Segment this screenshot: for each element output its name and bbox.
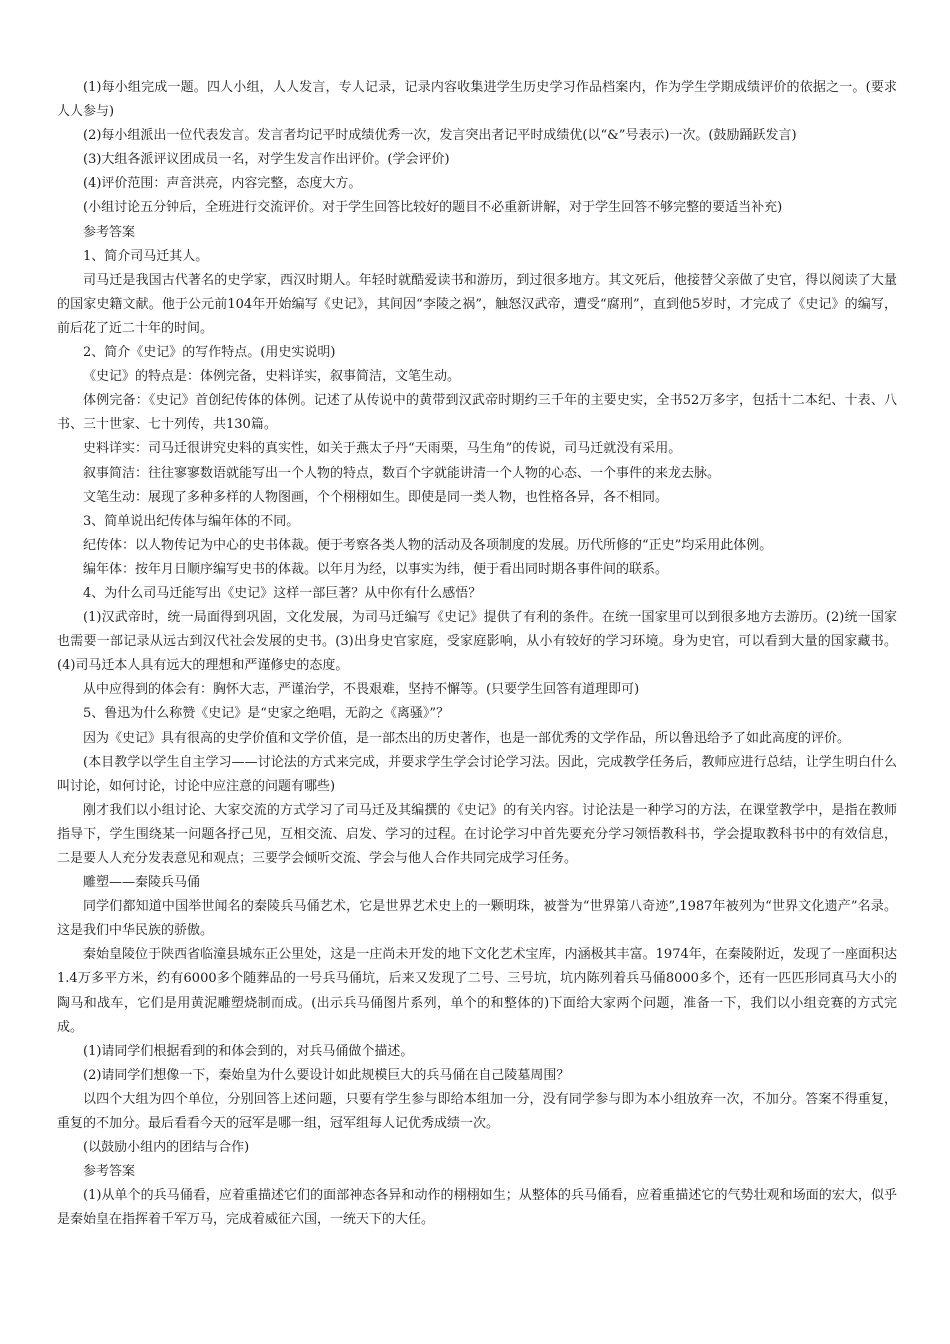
paragraph: 刚才我们以小组讨论、大家交流的方式学习了司马迁及其编撰的《史记》的有关内容。讨论法是一种学习的方法，在课堂教学中，是指在教师指导下，学生围绕某一问题各抒己见，互相交流、启发、学习的过程。在讨论学习中首先要充分学习领悟教科书，学会提取教科书中的有效信息，二是要人人充分发表意见和观点；三要学会倾听交流、学会与他人合作共同完成学习任务。 <box>57 802 897 866</box>
paragraph: 秦始皇陵位于陕西省临潼县城东正公里处，这是一庄尚未开发的地下文化艺术宝库，内涵极其丰富。1974年，在秦陵附近，发现了一座面积达1.4万多平方米，约有6000多个随葬品的一号兵马俑坑，后来又发现了二号、三号坑，坑内陈列着兵马俑8000多个，还有一匹匹形同真马大小的陶马和战车，它们是用黄泥雕塑烧制而成。(出示兵马俑图片系列，单个的和整体的)下面给大家两个问题，准备一下，我们以小组竞赛的方式完成。 <box>57 947 897 1035</box>
paragraph: (1)汉武帝时，统一局面得到巩固，文化发展，为司马迁编写《史记》提供了有利的条件。在统一国家里可以到很多地方去游历。(2)统一国家也需要一部记录从远古到汉代社会发展的史书。(3)出身史官家庭，受家庭影响，从小有较好的学习环境。身为史官，可以看到大量的国家藏书。(4)司马迁本人具有远大的理想和严谨修史的态度。 <box>57 610 897 674</box>
paragraph: (小组讨论五分钟后，全班进行交流评价。对于学生回答比较好的题目不必重新讲解，对于学生回答不够完整的要适当补充) <box>83 200 783 216</box>
paragraph: 以四个大组为四个单位，分别回答上述问题，只要有学生参与即给本组加一分，没有同学参与即为本小组放弃一次，不加分。答案不得重复，重复的不加分。最后看看今天的冠军是哪一组，冠军组每人记优秀成绩一次。 <box>57 1091 897 1132</box>
question-heading: 5、鲁迅为什么称赞《史记》是“史家之绝唱，无韵之《离骚》”？ <box>83 706 450 722</box>
question-heading: 2、简介《史记》的写作特点。(用史实说明) <box>83 345 336 361</box>
paragraph: 《史记》的特点是：体例完备，史料详实，叙事简洁，文笔生动。 <box>83 369 461 385</box>
paragraph: 编年体：按年月日顺序编写史书的体裁。以年月为经，以事实为纬，便于看出同时期各事件间的联系。 <box>83 561 669 577</box>
paragraph: (2)每小组派出一位代表发言。发言者均记平时成绩优秀一次，发言突出者记平时成绩优(以“&”号表示)一次。(鼓励踊跃发言) <box>83 128 797 144</box>
paragraph: (1)每小组完成一题。四人小组，人人发言，专人记录，记录内容收集进学生历史学习作品档案内，作为学生学期成绩评价的依据之一。(要求人人参与) <box>57 80 897 120</box>
paragraph: 因为《史记》具有很高的史学价值和文学价值，是一部杰出的历史著作，也是一部优秀的文学作品，所以鲁迅给予了如此高度的评价。 <box>83 730 851 746</box>
paragraph: 叙事简洁：往往寥寥数语就能写出一个人物的特点，数百个字就能讲清一个人物的心态、一个事件的来龙去脉。 <box>83 465 721 481</box>
paragraph: 史料详实：司马迁很讲究史料的真实性，如关于燕太子丹“天雨栗，马生角”的传说，司马迁就没有采用。 <box>83 441 682 457</box>
paragraph: (以鼓励小组内的团结与合作) <box>83 1140 250 1156</box>
paragraph: (本目教学以学生自主学习——讨论法的方式来完成，并要求学生学会讨论学习法。因此，完成教学任务后，教师应进行总结，让学生明白什么叫讨论，如何讨论，讨论中应注意的问题有哪些) <box>57 754 897 794</box>
paragraph: 体例完备：《史记》首创纪传体的体例。记述了从传说中的黄带到汉武帝时期约三千年的主要史实，全书52万多字，包括十二本纪、十表、八书、三十世家、七十列传，共130篇。 <box>57 393 897 433</box>
question-heading: 3、简单说出纪传体与编年体的不同。 <box>83 513 300 529</box>
paragraph: (3)大组各派评议团成员一名，对学生发言作出评价。(学会评价) <box>83 152 450 168</box>
paragraph: (1)从单个的兵马俑看，应着重描述它们的面部神态各异和动作的栩栩如生；从整体的兵马俑看，应着重描述它的气势壮观和场面的宏大，似乎是秦始皇在指挥着千军万马，完成着威征六国，一统天下的大任。 <box>57 1188 897 1228</box>
section-heading: 参考答案 <box>83 1164 136 1180</box>
paragraph: 文笔生动：展现了多种多样的人物图画，个个栩栩如生。即使是同一类人物，也性格各异，各不相同。 <box>83 489 669 505</box>
paragraph: 司马迁是我国古代著名的史学家，西汉时期人。年轻时就酷爱读书和游历，到过很多地方。其文死后，他接替父亲做了史官，得以阅读了大量的国家史籍文献。他于公元前104年开始编写《史记》，其间因“李陵之祸”，触怒汉武帝，遭受“腐刑”，直到他5岁时，才完成了《史记》的编写，前后花了近二十年的时间。 <box>57 272 897 336</box>
paragraph: 同学们都知道中国举世闻名的秦陵兵马俑艺术，它是世界艺术史上的一颗明珠，被誉为“世界第八奇迹”,1987年被列为“世界文化遗产”名录。这是我们中华民族的骄傲。 <box>57 899 897 939</box>
question-heading: 1、简介司马迁其人。 <box>83 248 209 264</box>
section-heading: 参考答案 <box>83 224 136 240</box>
paragraph: (1)请同学们根据看到的和体会到的，对兵马俑做个描述。 <box>83 1043 414 1059</box>
paragraph: 从中应得到的体会有：胸怀大志，严谨治学，不畏艰难，坚持不懈等。(只要学生回答有道理即可) <box>83 682 640 698</box>
paragraph: 纪传体：以人物传记为中心的史书体裁。便于考察各类人物的活动及各项制度的发展。历代所修的“正史”均采用此体例。 <box>83 537 773 553</box>
paragraph: (4)评价范围：声音洪亮，内容完整，态度大方。 <box>83 176 362 192</box>
question-heading: 4、为什么司马迁能写出《史记》这样一部巨著？从中你有什么感悟？ <box>83 585 482 601</box>
section-heading: 雕塑——秦陵兵马俑 <box>83 875 201 891</box>
paragraph: (2)请同学们想像一下，秦始皇为什么要设计如此规模巨大的兵马俑在自己陵墓周围？ <box>83 1067 570 1083</box>
document-body <box>57 76 897 1233</box>
